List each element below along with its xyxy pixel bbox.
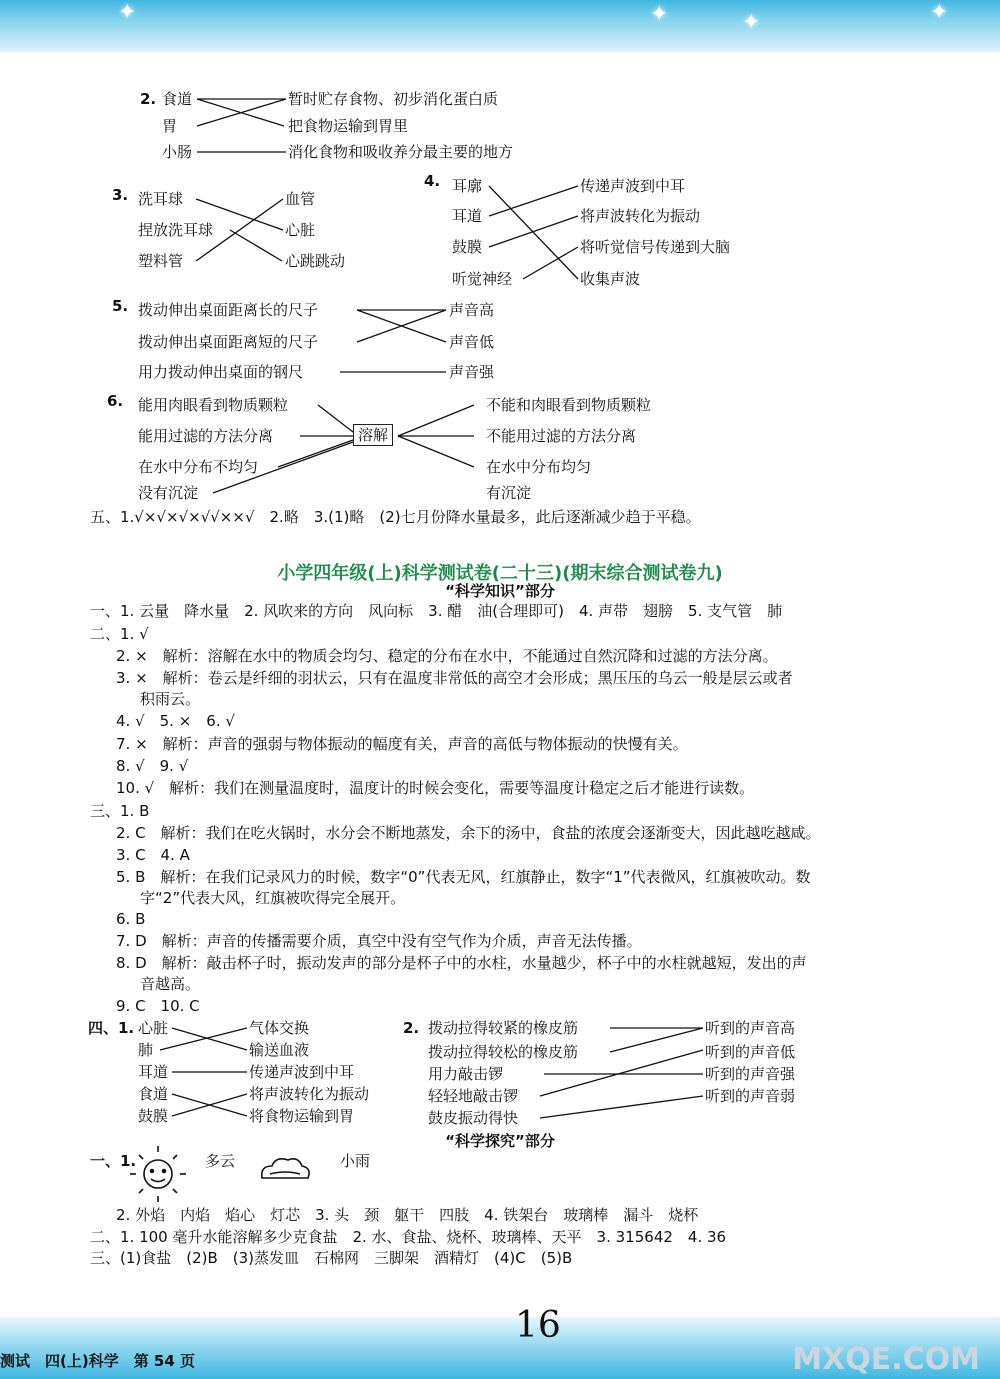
answer-line: 6. B <box>116 910 146 928</box>
s4-right-item: 输送血液 <box>249 1041 310 1059</box>
s4-right-item: 气体交换 <box>249 1019 310 1037</box>
q6-left-item: 能用过滤的方法分离 <box>138 427 274 445</box>
sparkle-icon: ✦ <box>930 0 949 25</box>
q2-right-item: 把食物运输到胃里 <box>288 117 409 135</box>
s4-2-right-item: 听到的声音弱 <box>705 1087 796 1105</box>
sparkle-icon: ✦ <box>650 2 669 27</box>
q4-right-item: 收集声波 <box>580 270 641 288</box>
answer-line: 三、(1)食盐 (2)B (3)蒸发皿 石棉网 三脚架 酒精灯 (4)C (5)B <box>90 1249 573 1267</box>
q4-left-item: 耳廓 <box>452 177 483 195</box>
q3-right-item: 血管 <box>285 190 316 208</box>
q4-left-item: 听觉神经 <box>452 270 513 288</box>
handwritten-page-number: 16 <box>515 1305 561 1346</box>
q5-left-item: 拨动伸出桌面距离短的尺子 <box>138 333 319 351</box>
knowledge-subtitle: “科学知识”部分 <box>445 582 555 600</box>
sparkle-icon: ✦ <box>860 1298 879 1323</box>
q6-right-item: 不能用过滤的方法分离 <box>486 427 637 445</box>
answer-line: 5. B 解析：在我们记录风力的时候，数字“0”代表无风，红旗静止，数字“1”代表微风，红旗被吹动。数 <box>116 868 811 886</box>
q2-right-item: 暂时贮存食物、初步消化蛋白质 <box>288 90 499 108</box>
s4-left-item: 鼓膜 <box>138 1107 169 1125</box>
sparkle-icon: ✦ <box>742 10 761 35</box>
q6-right-item: 不能和肉眼看到物质颗粒 <box>486 396 652 414</box>
s4-2-left-item: 用力敲击锣 <box>428 1065 504 1083</box>
sparkle-icon: ✦ <box>118 0 137 25</box>
q4-right-item: 将声波转化为振动 <box>580 207 701 225</box>
s4-2-left-item: 轻轻地敲击锣 <box>428 1087 519 1105</box>
answer-line: 二、1. 100 毫升水能溶解多少克食盐 2. 水、食盐、烧杯、玻璃棒、天平 3. 315642 4. 36 <box>90 1228 727 1246</box>
s4-right-item: 传递声波到中耳 <box>249 1063 355 1081</box>
answer-line: 二、1. √ <box>90 625 149 643</box>
section5-answers: 五、1.√×√×√×√√××√ 2.略 3.(1)略 (2)七月份降水量最多，此后逐渐减少趋于平稳。 <box>90 508 701 526</box>
q4-right-item: 将听觉信号传递到大脑 <box>580 238 731 256</box>
q6-number: 6. <box>107 392 124 410</box>
page-footer: 测试 四(上)科学 第 54 页 <box>0 1352 196 1370</box>
s4-right-item: 将声波转化为振动 <box>249 1085 370 1103</box>
answer-line: 一、1. 云量 降水量 2. 风吹来的方向 风向标 3. 醋 油(合理即可) 4. 声带 翅膀 5. 支气管 肺 <box>90 602 783 620</box>
s4-2-right-item: 听到的声音强 <box>705 1065 796 1083</box>
s4-2-left-item: 拨动拉得较紧的橡皮筋 <box>428 1019 579 1037</box>
answer-line: 字“2”代表大风，红旗被吹得完全展开。 <box>140 889 406 907</box>
q4-left-item: 耳道 <box>452 207 483 225</box>
q3-left-item: 捏放洗耳球 <box>138 221 214 239</box>
q6-left-item: 没有沉淀 <box>138 484 199 502</box>
q5-left-item: 用力拨动伸出桌面的钢尺 <box>138 363 304 381</box>
answer-line: 三、1. B <box>90 802 150 820</box>
test-title: 小学四年级(上)科学测试卷(二十三)(期末综合测试卷九) <box>277 563 723 584</box>
q3-left-item: 洗耳球 <box>138 190 184 208</box>
answer-line: 3. C 4. A <box>116 846 190 864</box>
inquiry-subtitle: “科学探究”部分 <box>445 1132 555 1150</box>
e1-label: 一、1. <box>90 1152 137 1170</box>
q2-left-item: 小肠 <box>162 143 193 161</box>
s4-2-right-item: 听到的声音高 <box>705 1019 796 1037</box>
answer-line: 8. √ 9. √ <box>116 757 189 775</box>
q5-right-item: 声音高 <box>449 301 495 319</box>
q5-left-item: 拨动伸出桌面距离长的尺子 <box>138 301 319 319</box>
answer-line: 3. × 解析：卷云是纤细的羽状云，只有在温度非常低的高空才会形成；黑压压的乌云一般是层云或者 <box>116 669 793 687</box>
answer-line: 8. D 解析：敲击杯子时，振动发声的部分是杯子中的水柱，水量越少，杯子中的水柱就越短，发出的声 <box>116 954 807 972</box>
answer-line: 积雨云。 <box>140 690 201 708</box>
s4-2-label: 2. <box>403 1019 420 1037</box>
s4-2-left-item: 鼓皮振动得快 <box>428 1109 519 1127</box>
q3-right-item: 心脏 <box>285 221 316 239</box>
q6-center-box: 溶解 <box>353 424 393 446</box>
answer-line: 音越高。 <box>140 975 201 993</box>
weather-label-rain: 小雨 <box>340 1152 371 1170</box>
s4-left-item: 食道 <box>138 1085 169 1103</box>
answer-line: 10. √ 解析：我们在测量温度时，温度计的时候会变化，需要等温度计稳定之后才能进行读数。 <box>116 779 755 797</box>
q4-left-item: 鼓膜 <box>452 238 483 256</box>
q2-left-item: 胃 <box>162 117 178 135</box>
q3-number: 3. <box>112 186 129 204</box>
s4-left-item: 心脏 <box>138 1019 169 1037</box>
answer-line: 4. √ 5. × 6. √ <box>116 712 235 730</box>
answer-line: 2. × 解析：溶解在水中的物质会均匀、稳定的分布在水中，不能通过自然沉降和过滤的方法分离。 <box>116 647 778 665</box>
sun-icon <box>130 1146 186 1202</box>
answer-line: 9. C 10. C <box>116 997 200 1015</box>
q4-right-item: 传递声波到中耳 <box>580 177 686 195</box>
answer-line: 2. 外焰 内焰 焰心 灯芯 3. 头 颈 躯干 四肢 4. 铁架台 玻璃棒 漏斗 烧杯 <box>116 1206 699 1224</box>
q5-right-item: 声音低 <box>449 333 495 351</box>
q3-left-item: 塑料管 <box>138 252 184 270</box>
q6-right-item: 在水中分布均匀 <box>486 458 592 476</box>
s4-2-left-item: 拨动拉得较松的橡皮筋 <box>428 1043 579 1061</box>
answer-line: 7. D 解析：声音的传播需要介质，真空中没有空气作为介质，声音无法传播。 <box>116 932 642 950</box>
cloud-icon <box>262 1159 309 1178</box>
q2-number: 2. <box>140 90 157 108</box>
s4-label: 四、1. <box>88 1019 135 1037</box>
q6-left-item: 能用肉眼看到物质颗粒 <box>138 396 289 414</box>
q5-number: 5. <box>112 297 129 315</box>
q2-right-item: 消化食物和吸收养分最主要的地方 <box>288 143 514 161</box>
s4-left-item: 肺 <box>138 1041 154 1059</box>
q6-left-item: 在水中分布不均匀 <box>138 458 259 476</box>
s4-left-item: 耳道 <box>138 1063 169 1081</box>
q4-number: 4. <box>424 172 441 190</box>
q5-right-item: 声音强 <box>449 363 495 381</box>
watermark-logo: MXQE.COM <box>792 1342 980 1377</box>
s4-2-right-item: 听到的声音低 <box>705 1043 796 1061</box>
q3-right-item: 心跳跳动 <box>285 252 346 270</box>
q2-left-item: 食道 <box>162 90 193 108</box>
answer-line: 7. × 解析：声音的强弱与物体振动的幅度有关，声音的高低与物体振动的快慢有关。 <box>116 735 688 753</box>
s4-right-item: 将食物运输到胃 <box>249 1107 355 1125</box>
q6-right-item: 有沉淀 <box>486 484 532 502</box>
answer-line: 2. C 解析：我们在吃火锅时，水分会不断地蒸发，余下的汤中，食盐的浓度会逐渐变大，因此越吃越咸。 <box>116 824 821 842</box>
weather-label-cloudy: 多云 <box>205 1152 236 1170</box>
